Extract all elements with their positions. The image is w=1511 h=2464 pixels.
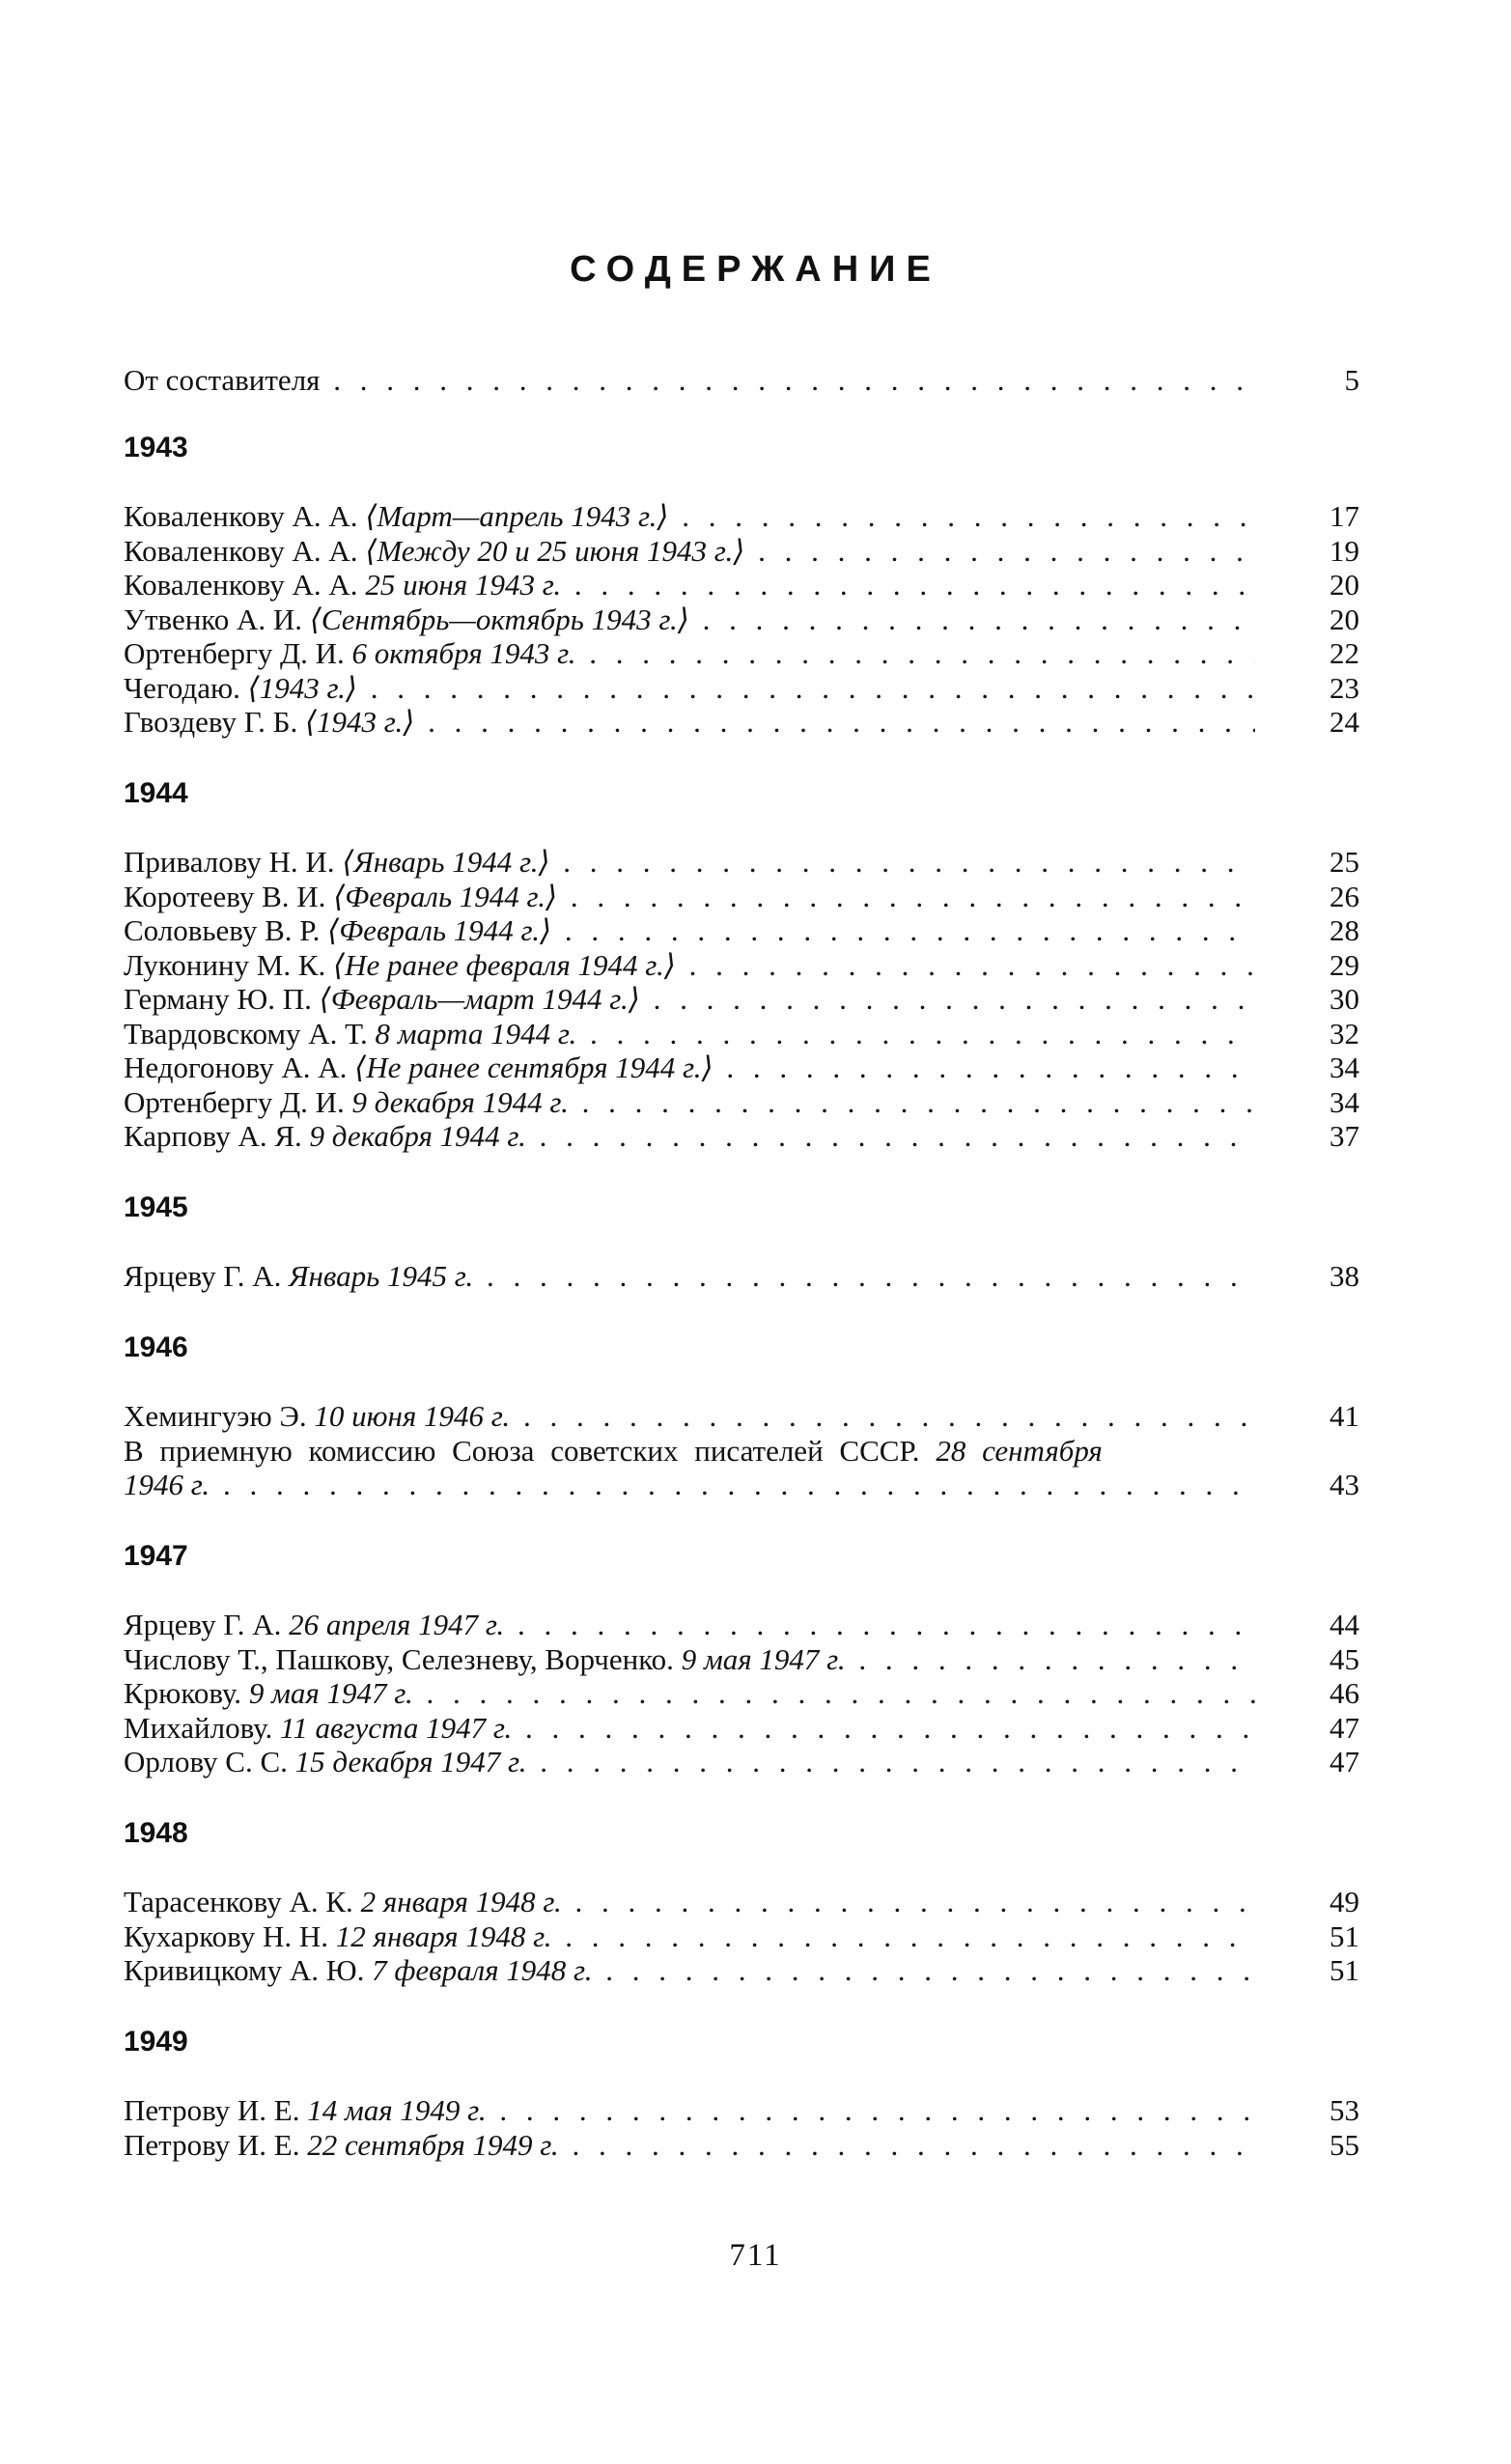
toc-entry [124, 1676, 1359, 1711]
entry-date: 14 мая 1949 г. [307, 2093, 487, 2127]
toc-entry [124, 602, 1359, 637]
entry-recipient: Карпову А. Я. [124, 1119, 302, 1153]
toc-entry [124, 671, 1359, 706]
entry-date: ⟨Не ранее сентября 1944 г.⟩ [354, 1050, 714, 1084]
entry-page: 22 [1329, 636, 1359, 670]
entry-page: 34 [1329, 1084, 1359, 1119]
entry-date: ⟨Февраль—март 1944 г.⟩ [319, 982, 640, 1016]
toc-entry [124, 499, 1359, 534]
entry-date: 2 января 1948 г. [360, 1885, 562, 1918]
entry-date: 10 июня 1946 г. [314, 1399, 511, 1433]
entry-page: 44 [1329, 1608, 1359, 1641]
entry-date: ⟨Январь 1944 г.⟩ [342, 845, 550, 879]
toc-entry [124, 913, 1359, 948]
entry-page: 25 [1329, 845, 1359, 879]
entry-recipient: Луконину М. К. [124, 947, 326, 982]
entry-date: ⟨Не ранее февраля 1944 г.⟩ [333, 947, 676, 982]
entry-page: 23 [1329, 670, 1359, 705]
toc-entry [124, 845, 1359, 880]
toc-entry [124, 1119, 1359, 1154]
entry-recipient: Петрову И. Е. [124, 2093, 300, 2127]
entry-recipient: Числову Т., Пашкову, Селезневу, Ворченко. [124, 1641, 674, 1676]
year-heading: 1944 [124, 776, 188, 809]
toc-entry [124, 1953, 1359, 1988]
entry-title: От составителя [124, 363, 321, 397]
toc-entry [124, 1919, 1359, 1954]
entry-date: ⟨1943 г.⟩ [304, 705, 415, 739]
entry-date: 12 января 1948 г. [335, 1918, 552, 1953]
entry-date: ⟨Сентябрь—октябрь 1943 г.⟩ [309, 602, 689, 636]
entry-date: 28 сентября [936, 1433, 1103, 1468]
entry-page: 47 [1329, 1745, 1359, 1778]
entry-page: 51 [1329, 1953, 1359, 1987]
entry-page: 53 [1329, 2093, 1359, 2127]
entry-date: ⟨Март—апрель 1943 г.⟩ [365, 499, 669, 533]
entry-date: 9 декабря 1944 г. [351, 1084, 569, 1119]
entry-recipient: Петрову И. Е. [124, 2127, 300, 2162]
entry-date: 9 декабря 1944 г. [309, 1119, 526, 1153]
toc-entry-wrapped-line1 [124, 1434, 1359, 1469]
entry-recipient: Коваленкову А. А. [124, 533, 358, 568]
toc-entry [124, 982, 1359, 1017]
entry-date: 6 октября 1943 г. [351, 636, 576, 670]
toc-entry-wrapped-line2 [124, 1468, 1359, 1502]
toc-entry [124, 705, 1359, 740]
entry-page: 29 [1329, 947, 1359, 982]
entry-page: 28 [1329, 913, 1359, 947]
toc-entry [124, 880, 1359, 914]
entry-page: 30 [1329, 982, 1359, 1016]
entry-page: 49 [1329, 1885, 1359, 1918]
entry-page: 55 [1329, 2127, 1359, 2162]
year-heading: 1945 [124, 1190, 188, 1223]
entry-recipient: В приемную комиссию Союза советских писателей СССР. [124, 1433, 920, 1468]
entry-date: ⟨Февраль 1944 г.⟩ [327, 913, 552, 947]
entry-recipient: Коротееву В. И. [124, 879, 326, 913]
entry-page: 32 [1329, 1016, 1359, 1050]
toc-entry [124, 1608, 1359, 1642]
entry-recipient: Ярцеву Г. А. [124, 1608, 282, 1641]
entry-date: 22 сентября 1949 г. [307, 2127, 559, 2162]
entry-recipient: Крюкову. [124, 1676, 242, 1710]
year-heading: 1947 [124, 1539, 188, 1572]
entry-page: 5 [1344, 363, 1359, 397]
toc-entry [124, 1259, 1359, 1294]
entry-recipient: Коваленкову А. А. [124, 568, 358, 602]
entry-page: 46 [1329, 1676, 1359, 1710]
entry-recipient: Михайлову. [124, 1710, 273, 1745]
entry-page: 43 [1329, 1468, 1359, 1501]
entry-recipient: Привалову Н. И. [124, 845, 335, 879]
toc-entry [124, 1745, 1359, 1779]
entry-page: 47 [1329, 1710, 1359, 1745]
toc-entry [124, 1085, 1359, 1120]
entry-page: 19 [1329, 533, 1359, 568]
entry-page: 34 [1329, 1050, 1359, 1084]
toc-entry [124, 1642, 1359, 1677]
entry-date: 7 февраля 1948 г. [372, 1953, 593, 1987]
entry-date: 1946 г. [124, 1468, 210, 1501]
year-heading: 1948 [124, 1816, 188, 1849]
entry-date: 25 июня 1943 г. [365, 568, 562, 602]
entry-date: 9 мая 1947 г. [248, 1676, 413, 1710]
toc-entry [124, 534, 1359, 569]
entry-page: 41 [1329, 1399, 1359, 1433]
page-title: СОДЕРЖАНИЕ [570, 249, 941, 290]
toc-entry [124, 1399, 1359, 1434]
entry-recipient: Коваленкову А. А. [124, 499, 358, 533]
toc-entry [124, 2128, 1359, 2163]
year-heading: 1946 [124, 1330, 188, 1363]
entry-page: 38 [1329, 1259, 1359, 1293]
toc-sections [124, 431, 1359, 2163]
entry-page: 20 [1329, 602, 1359, 636]
year-heading: 1949 [124, 2025, 188, 2058]
entry-page: 51 [1329, 1918, 1359, 1953]
table-of-contents [124, 363, 1359, 2162]
entry-date: ⟨Между 20 и 25 июня 1943 г.⟩ [365, 533, 745, 568]
toc-entry [124, 1885, 1359, 1919]
entry-recipient: Тарасенкову А. К. [124, 1885, 353, 1918]
entry-recipient: Ортенбергу Д. И. [124, 1084, 345, 1119]
entry-date: 26 апреля 1947 г. [289, 1608, 505, 1641]
toc-entry [124, 1050, 1359, 1085]
entry-recipient: Гвоздеву Г. Б. [124, 705, 298, 739]
entry-date: ⟨1943 г.⟩ [247, 670, 358, 705]
entry-recipient: Недогонову А. А. [124, 1050, 348, 1084]
entry-recipient: Чегодаю. [124, 670, 240, 705]
entry-page: 17 [1329, 499, 1359, 533]
entry-recipient: Соловьеву В. Р. [124, 913, 321, 947]
entry-recipient: Хемингуэю Э. [124, 1399, 307, 1433]
entry-page: 20 [1329, 568, 1359, 602]
toc-entry [124, 948, 1359, 983]
toc-entry [124, 568, 1359, 602]
entry-date: 9 мая 1947 г. [681, 1641, 846, 1676]
entry-recipient: Ярцеву Г. А. [124, 1259, 282, 1293]
toc-entry [124, 636, 1359, 671]
toc-entry-intro [124, 363, 1359, 398]
entry-recipient: Ортенбергу Д. И. [124, 636, 345, 670]
toc-entry [124, 1711, 1359, 1746]
year-heading: 1943 [124, 431, 188, 463]
entry-page: 37 [1329, 1119, 1359, 1153]
entry-recipient: Герману Ю. П. [124, 982, 312, 1016]
entry-recipient: Орлову С. С. [124, 1745, 288, 1778]
entry-date: Январь 1945 г. [289, 1259, 474, 1293]
entry-page: 26 [1329, 879, 1359, 913]
entry-recipient: Твардовскому А. Т. [124, 1016, 368, 1050]
entry-date: ⟨Февраль 1944 г.⟩ [333, 879, 558, 913]
entry-recipient: Кривицкому А. Ю. [124, 1953, 365, 1987]
entry-page: 24 [1329, 705, 1359, 739]
toc-entry [124, 1017, 1359, 1051]
page-number: 711 [729, 2238, 782, 2273]
entry-page: 45 [1329, 1641, 1359, 1676]
entry-recipient: Утвенко А. И. [124, 602, 303, 636]
toc-entry [124, 2093, 1359, 2128]
entry-date: 11 августа 1947 г. [280, 1710, 513, 1745]
entry-recipient: Кухаркову Н. Н. [124, 1918, 329, 1953]
entry-date: 8 марта 1944 г. [375, 1016, 577, 1050]
entry-date: 15 декабря 1947 г. [294, 1745, 527, 1778]
